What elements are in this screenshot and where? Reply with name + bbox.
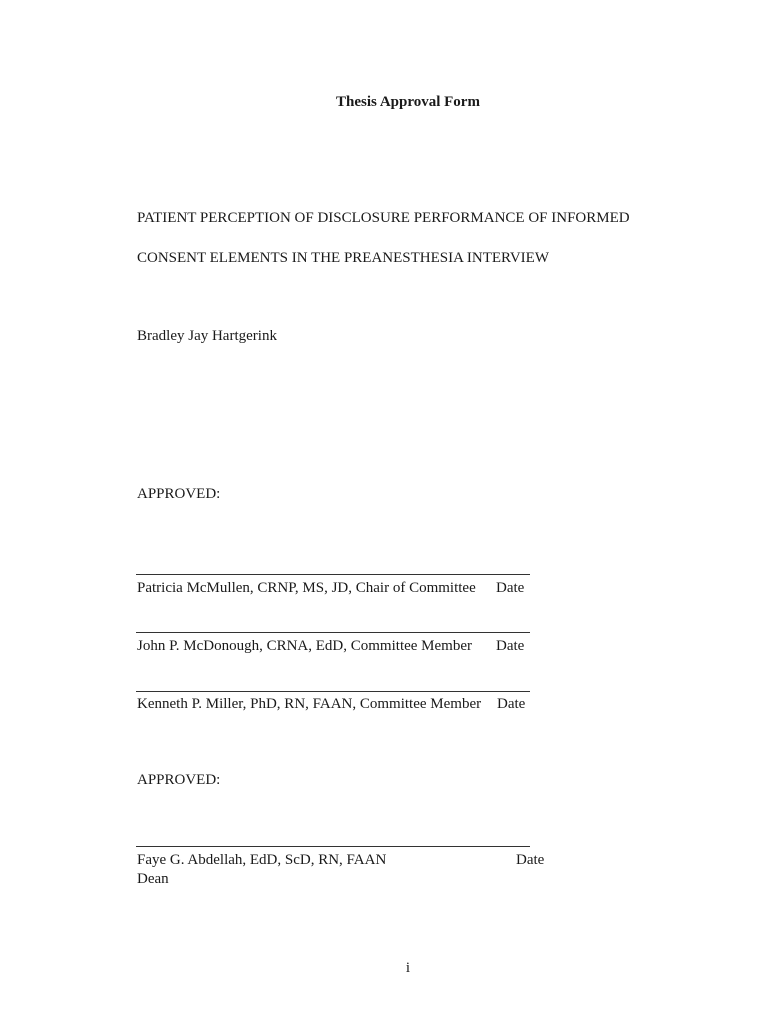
author-name: Bradley Jay Hartgerink (137, 328, 277, 344)
signatory-member-1-date-label: Date (496, 638, 525, 654)
form-title: Thesis Approval Form (336, 94, 480, 110)
thesis-title-line-1: PATIENT PERCEPTION OF DISCLOSURE PERFORMANCE OF INFORMED (137, 210, 630, 226)
signature-line-member-1 (136, 632, 530, 633)
signature-line-chair (136, 574, 530, 575)
thesis-title-line-2: CONSENT ELEMENTS IN THE PREANESTHESIA INTERVIEW (137, 250, 549, 266)
dean-name: Faye G. Abdellah, EdD, ScD, RN, FAAN (137, 852, 387, 868)
signature-line-dean (136, 846, 530, 847)
page-number: i (405, 960, 411, 976)
dean-role: Dean (137, 871, 169, 887)
signatory-member-2-name: Kenneth P. Miller, PhD, RN, FAAN, Committee Member (137, 696, 482, 712)
signatory-chair-date-label: Date (496, 580, 525, 596)
committee-approved-heading: APPROVED: (137, 486, 221, 502)
signatory-member-1-name: John P. McDonough, CRNA, EdD, Committee Member (137, 638, 472, 654)
signatory-member-2-date-label: Date (497, 696, 526, 712)
dean-approved-heading: APPROVED: (137, 772, 221, 788)
signatory-chair-name: Patricia McMullen, CRNP, MS, JD, Chair of Committee (137, 580, 476, 596)
dean-date-label: Date (516, 852, 545, 868)
signature-line-member-2 (136, 691, 530, 692)
